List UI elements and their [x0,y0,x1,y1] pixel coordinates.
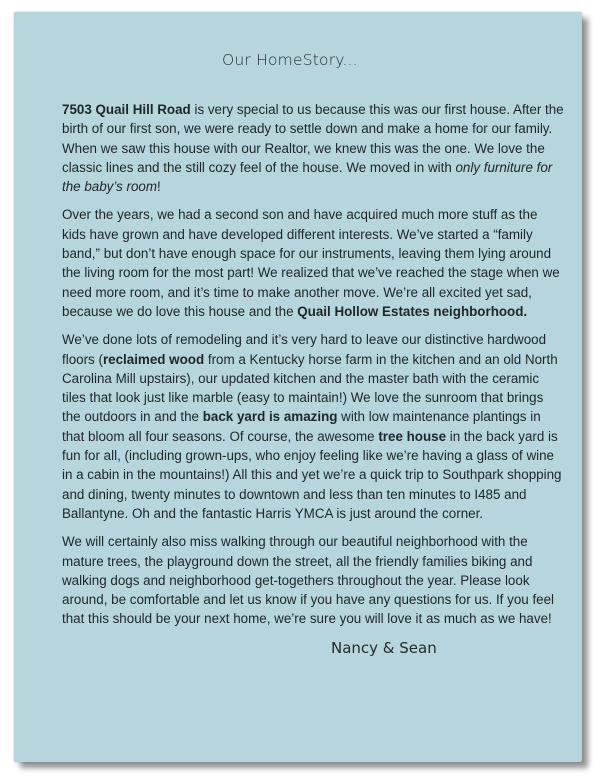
intro-end: ! [157,179,161,195]
remodel-text-4: in the back yard is fun for all, (including grown-ups, who enjoy feeling like we’re having a glass of wine in a cabin in the mountains!) All this and yet we’re a quick trip to Southpark shopping and dining, twenty minutes to downtown and less than ten minutes to I485 and Ballantyne. Oh and the fantastic Harris YMCA is just around the corner. [62,428,562,521]
paragraph-closing [62,532,564,628]
paragraph-intro [62,100,564,196]
signature: Nancy & Sean [331,638,437,657]
remodel-text-2: from a Kentucky horse farm in the kitchen and an old North Carolina Mill upstairs), our updated kitchen and the master bath with the ceramic tiles that look just like marble (easy to maintain!) We love the sunroom that brings the outdoors in and the [62,351,558,425]
page-title: Our HomeStory... [222,51,358,69]
neighborhood-bold: Quail Hollow Estates neighborhood. [297,303,528,319]
paragraph-family [62,205,564,321]
closing-text: We will certainly also miss walking through our beautiful neighborhood with the mature trees, the playground down the street, all the friendly families biking and walking dogs and neighborhood get-togethers throughout the year. Please look around, be comfortable and let us know if you have any questions for us. If you feel that this should be your next home, we’re sure you will love it as much as we have! [62,534,555,627]
back-yard-bold: back yard is amazing [202,409,338,425]
reclaimed-wood-bold: reclaimed wood [102,351,205,367]
paragraph-remodeling [62,330,564,523]
family-text: Over the years, we had a second son and have acquired much more stuff as the kids have grown and have developed different interests. We’ve started a “family band,” but don’t have enough space for our instruments, leaving them lying around the living room for the most part! We realized that we’ve reached the stage when we need more room, and it’s time to make another move. We’re all excited yet sad, because we do love this house and the [62,207,560,319]
remodel-text-1: We’ve done lots of remodeling and it’s very hard to leave our distinctive hardwood floors ( [62,332,547,367]
letter-page [14,12,582,762]
remodel-text-3: with low maintenance plantings in that bloom all four seasons. Of course, the awesome [62,409,541,444]
tree-house-bold: tree house [378,428,447,444]
intro-italic: only furniture for the baby’s room [62,159,553,195]
intro-text: is very special to us because this was our first house. After the birth of our first son, we were ready to settle down and make a home for our family. When we saw this house with our Realtor, we knew this was the one. We love the classic lines and the still cozy feel of the house. We moved in with [62,102,564,175]
address-bold: 7503 Quail Hill Road [62,102,191,117]
